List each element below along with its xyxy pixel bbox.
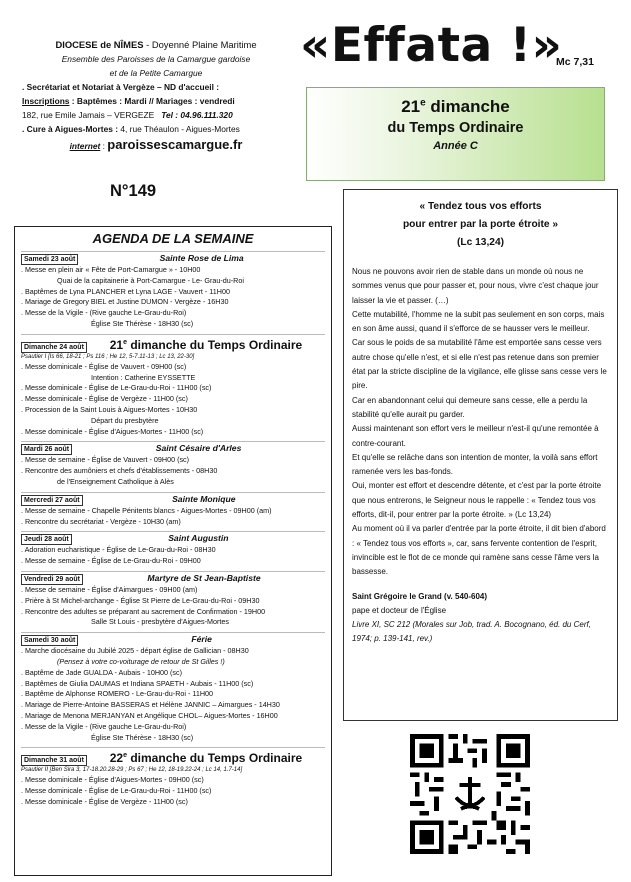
- meditation-paragraph: Et qu'elle se relâche dans son intention de monter, la voilà sans effort ramenée vers les bas-fonds.: [352, 452, 598, 477]
- telephone: Tel : 04.96.111.320: [161, 110, 233, 120]
- diocese-name: DIOCESE de NÎMES: [55, 39, 144, 50]
- liturgical-sunday-box: [306, 87, 605, 181]
- inscriptions-text: : Baptêmes : Mardi // Mariages : vendredi: [69, 96, 235, 106]
- agenda-item: . Adoration eucharistique - Église de Le-Grau-du-Roi - 08H30: [21, 545, 216, 555]
- psalter-readings: Psautier I [Is 66, 18-21 ; Ps 116 ; He 12, 5-7.11-13 ; Lc 13, 22-30]: [21, 353, 195, 360]
- inscriptions-line: [22, 94, 290, 108]
- gospel-reference: Mc 7,31: [556, 56, 594, 68]
- meditation-paragraph: Cette mutabilité, l'homme ne la subit pas seulement en son corps, mais en son âme aussi, quand il s'efforce de se hausser vers le meilleur.: [352, 309, 605, 334]
- sunday-heading: [87, 749, 325, 765]
- sunday-title-rest: dimanche du Temps Ordinaire: [127, 751, 303, 766]
- agenda-title: AGENDA DE LA SEMAINE: [92, 231, 254, 246]
- agenda-item: . Messe de semaine - Église d'Aimargues - 09H00 (am): [21, 584, 198, 594]
- cure-label: . Cure à Aigues-Mortes :: [22, 124, 119, 134]
- day-label: Samedi 23 août: [21, 254, 78, 265]
- parish-header: [22, 38, 290, 153]
- sunday-number: 22: [109, 751, 124, 766]
- ensemble-line-1: Ensemble des Paroisses de la Camargue gardoise: [61, 54, 251, 64]
- agenda-item-detail: (Pensez à votre co-voiturage de retour de St Gilles !): [57, 656, 225, 666]
- agenda-item-detail: Salle St Louis - presbytère d'Aigues-Mortes: [91, 617, 229, 627]
- day-label: Mardi 26 août: [21, 444, 72, 455]
- agenda-item: . Baptême de Alphonse ROMERO - Le-Grau-du-Roi - 11H00: [21, 689, 214, 699]
- agenda-item: . Mariage de Gregory BIEL et Justine DUMON - Vergèze - 16H30: [21, 297, 229, 307]
- masthead-title: «Effata !»: [300, 18, 563, 73]
- sunday-suffix: e: [123, 338, 128, 346]
- internet-separator: :: [100, 141, 108, 151]
- day-tuesday-26: [21, 441, 325, 487]
- agenda-item: . Procession de la Saint Louis à Aigues-Mortes - 10H30: [21, 404, 198, 414]
- issue-number: N°149: [110, 182, 157, 200]
- agenda-item: . Rencontre des adultes se préparant au sacrement de Confirmation - 19H00: [21, 606, 266, 616]
- saint-of-day: Sainte Rose de Lima: [159, 253, 244, 263]
- author-role: pape et docteur de l'Église: [352, 605, 447, 615]
- agenda-item: . Messe de la Vigile - (Rive gauche Le-Grau-du-Roi): [21, 721, 187, 731]
- meditation-paragraph: Car en abandonnant celui qui demeure sans cesse, elle a perdu la stabilité qu'elle aurait pu garder.: [352, 395, 588, 419]
- agenda-item: . Messe dominicale - Église de Vauvert - 09H00 (sc): [21, 361, 187, 371]
- sunday-number: 21: [109, 337, 124, 352]
- day-sunday-24: [21, 334, 325, 438]
- day-label: Dimanche 31 août: [21, 755, 87, 766]
- cure-line: [22, 122, 290, 136]
- address-line: [22, 108, 290, 122]
- agenda-item: . Messe de semaine - Chapelle Pénitents blancs - Aigues-Mortes - 09H00 (am): [21, 505, 272, 515]
- agenda-item: . Messe de semaine - Église de Vauvert - 09H00 (sc): [21, 455, 190, 465]
- agenda-item: . Baptême de Jade GUALDA - Aubais - 10H00 (sc): [21, 667, 182, 677]
- day-label: Dimanche 24 août: [21, 342, 87, 353]
- internet-line: [22, 138, 290, 153]
- meditation-paragraph: Nous ne pouvons avoir rien de stable dans un monde où nous ne sommes venus que pour passer et, pour nous, vivre c'est chaque jour laisser la vie et passer. (…): [352, 267, 599, 305]
- day-saturday-23: [21, 251, 325, 330]
- day-label: Samedi 30 août: [21, 635, 78, 646]
- agenda-item-detail: Départ du presbytère: [91, 415, 159, 425]
- psalter-readings: Psautier II [Ben Sira 3, 17-18.20.28-29 ; Ps 67 ; He 12, 18-19.22-24 ; Lc 14, 1.7-14]: [21, 767, 243, 774]
- day-label: Jeudi 28 août: [21, 534, 72, 545]
- sunday-number: 21: [401, 97, 421, 116]
- weekly-agenda: [14, 226, 332, 876]
- liturgical-year: Année C: [433, 140, 478, 152]
- secretariat-line: . Secrétariat et Notariat à Vergèze – ND d'accueil :: [22, 82, 220, 92]
- mass-intention: Intention : Catherine EYSSETTE: [91, 372, 196, 382]
- agenda-item: . Rencontre des aumôniers et chefs d'établissements - 08H30: [21, 466, 218, 476]
- agenda-item: . Prière à St Michel-archange - Église St Pierre de Le-Grau-du-Roi - 09H30: [21, 595, 260, 605]
- sunday-suffix: e: [123, 752, 128, 760]
- meditation-paragraph: Oui, monter est effort et descendre détente, et c'est par la porte étroite que nous entrerons, le Seigneur nous le rappelle : « Tendez tous vos efforts, dit-il, pour entrer par la porte étroite. » (Lc 13,24): [352, 481, 602, 520]
- day-label: Vendredi 29 août: [21, 574, 83, 585]
- ensemble-line-2: et de la Petite Camargue: [109, 68, 203, 78]
- agenda-item: . Messe de la Vigile - (Rive gauche Le-Grau-du-Roi): [21, 308, 187, 318]
- meditation-reference: (Lc 13,24): [457, 237, 504, 248]
- sunday-heading: [87, 336, 325, 352]
- agenda-item-detail: Quai de la capitainerie à Port-Camargue - Le- Grau-du-Roi: [57, 275, 244, 285]
- agenda-item: . Baptêmes de Giulia DAUMAS et Indiana SPAETH - Aubais - 11H00 (sc): [21, 678, 254, 688]
- agenda-item-detail: Église Ste Thérèse - 18H30 (sc): [91, 318, 194, 328]
- inscriptions-label: Inscriptions: [22, 96, 70, 106]
- meditation-paragraph: Au moment où il va parler d'entrée par la porte étroite, il dit bien d'abord : « Tendez tous vos efforts », car, sans fervente contention de l'esprit, invincible est le flot de ce monde qui ramène sans cesse l'âme vers la bassesse.: [352, 524, 606, 577]
- sunday-title: [307, 97, 604, 117]
- agenda-item: . Messe dominicale - Église d'Aigues-Mortes - 11H00 (sc): [21, 426, 204, 436]
- saint-of-day: Saint Césaire d'Arles: [155, 443, 242, 454]
- agenda-item: . Messe dominicale - Église de Vergèze - 11H00 (sc): [21, 394, 188, 404]
- day-saturday-30: [21, 632, 325, 743]
- meditation-paragraph: Car sous le poids de sa mutabilité l'âme est emportée sans cesse vers autre chose qu'elle n'est, et si elle n'est pas retenue dans son premier état par la stricte discipline de la vigilance, elle glisse sans cesse vers le pire.: [352, 338, 607, 391]
- agenda-item: . Messe de semaine - Église de Le-Grau-du-Roi - 09H00: [21, 556, 201, 566]
- sunday-suffix: e: [420, 97, 426, 109]
- author-name: Saint Grégoire le Grand (v. 540-604): [352, 591, 488, 601]
- diocese-line: [22, 38, 290, 52]
- agenda-item: . Messe dominicale - Église d'Aigues-Mortes - 09H00 (sc): [21, 775, 204, 785]
- meditation-paragraph: Aussi maintenant son effort vers le meilleur n'est-il qu'une remontée à contre-courant.: [352, 424, 599, 448]
- saint-of-day: Saint Augustin: [168, 533, 229, 544]
- day-wednesday-27: [21, 492, 325, 528]
- address: 182, rue Emile Jamais – VERGEZE: [22, 110, 155, 120]
- agenda-item: . Messe dominicale - Église de Vergèze - 11H00 (sc): [21, 796, 188, 806]
- sunday-word: dimanche: [425, 97, 510, 116]
- liturgical-season: du Temps Ordinaire: [387, 120, 524, 136]
- website-link[interactable]: paroissescamargue.fr: [107, 137, 243, 152]
- agenda-item-detail: de l'Enseignement Catholique à Alès: [57, 476, 174, 486]
- agenda-item: . Marche diocésaine du Jubilé 2025 - départ église de Gallician - 08H30: [21, 646, 249, 656]
- saint-of-day: Martyre de St Jean-Baptiste: [147, 572, 261, 583]
- agenda-item-detail: Église Ste Thérèse - 18H30 (sc): [91, 732, 194, 742]
- agenda-item: . Messe dominicale - Église de Le-Grau-du-Roi - 11H00 (sc): [21, 383, 212, 393]
- agenda-item: . Messe en plein air « Fête de Port-Camargue » - 10H00: [21, 265, 201, 274]
- agenda-item: . Baptêmes de Lyna PLANCHER et Lyna LAGE - Vauvert - 11H00: [21, 286, 230, 296]
- agenda-item: . Mariage de Menona MERJANYAN et Angélique CHOL– Aigues-Mortes - 16H00: [21, 710, 278, 720]
- citation-source: Livre XI, SC 212 (Morales sur Job, trad. A. Bocognano, éd. du Cerf, 1974; p. 139-141, rev.): [352, 620, 591, 644]
- meditation-signature: [352, 590, 609, 647]
- day-label: Mercredi 27 août: [21, 495, 83, 506]
- agenda-item: . Rencontre du secrétariat - Vergèze - 10H30 (am): [21, 516, 181, 526]
- agenda-item: . Messe dominicale - Église de Le-Grau-du-Roi - 11H00 (sc): [21, 786, 212, 796]
- qr-code[interactable]: [410, 734, 530, 854]
- saint-of-day: Sainte Monique: [172, 493, 236, 504]
- meditation-title-line-1: « Tendez tous vos efforts: [419, 201, 542, 212]
- doyenne-name: - Doyenné Plaine Maritime: [146, 39, 257, 50]
- meditation-title-line-2: pour entrer par la porte étroite »: [402, 219, 559, 230]
- day-friday-29: [21, 571, 325, 628]
- agenda-item: . Mariage de Pierre-Antoine BASSERAS et Hélène JANNIC – Aimargues - 14H30: [21, 700, 280, 710]
- day-sunday-31: [21, 747, 325, 807]
- cure-address: 4, rue Théaulon - Aigues-Mortes: [118, 124, 240, 134]
- meditation-body: [352, 265, 609, 580]
- sunday-title-rest: dimanche du Temps Ordinaire: [127, 337, 303, 352]
- meditation-box: [343, 189, 618, 721]
- saint-of-day: Férie: [191, 634, 212, 645]
- internet-label: internet: [69, 141, 101, 151]
- day-thursday-28: [21, 531, 325, 567]
